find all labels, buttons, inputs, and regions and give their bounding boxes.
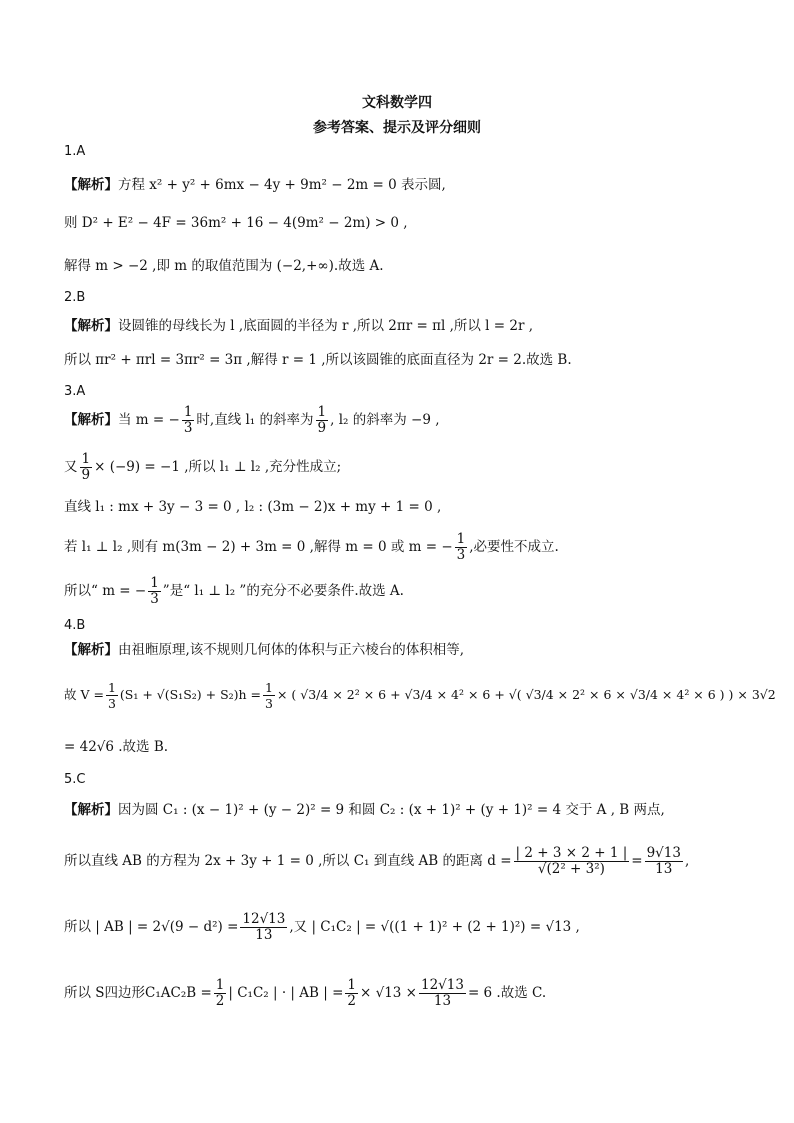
q1-answer: 1.A xyxy=(64,144,86,159)
fraction-one-third xyxy=(182,405,195,436)
q4-text2a: 故 V = xyxy=(64,687,104,702)
frac-num: 1 xyxy=(265,680,273,695)
distance-value-fraction xyxy=(645,846,683,877)
frac-num: 12√13 xyxy=(420,977,464,993)
ab-length-fraction xyxy=(240,912,287,943)
q3-text4b: ,必要性不成立. xyxy=(469,539,559,555)
frac-num: 1 xyxy=(150,575,159,591)
fraction-one-half xyxy=(214,978,227,1009)
frac-num: 1 xyxy=(215,977,225,993)
fraction-one-ninth xyxy=(316,405,329,436)
fraction-one-half xyxy=(345,978,358,1009)
q1-line2: 则 D² + E² − 4F = 36m² + 16 − 4(9m² − 2m) > 0 , xyxy=(64,215,408,231)
q4-answer: 4.B xyxy=(64,618,86,633)
q5-text4c: × √13 × xyxy=(359,985,417,1001)
frac-den: 3 xyxy=(265,696,273,711)
q1-text1: 方程 x² + y² + 6mx − 4y + 9m² − 2m = 0 表示圆, xyxy=(118,177,446,193)
q3-text4a: 若 l₁ ⊥ l₂ ,则有 m(3m − 2) + 3m = 0 ,解得 m = 0 或 m = − xyxy=(64,539,453,555)
frac-den: 2 xyxy=(215,993,225,1009)
fraction-one-ninth xyxy=(80,452,93,483)
frac-num: 12√13 xyxy=(242,911,286,927)
q3-text1b: 时,直线 l₁ 的斜率为 xyxy=(196,412,314,428)
q3-text1c: , l₂ 的斜率为 −9 , xyxy=(330,412,440,428)
q3-line3: 直线 l₁ : mx + 3y − 3 = 0 , l₂ : (3m − 2)x + my + 1 = 0 , xyxy=(64,499,442,515)
area-fraction xyxy=(419,978,466,1009)
frac-den: 3 xyxy=(183,420,193,436)
q2-line2: 所以 πr² + πrl = 3πr² = 3π ,解得 r = 1 ,所以该圆锥的底面直径为 2r = 2.故选 B. xyxy=(64,352,572,368)
q3-tag: 【解析】 xyxy=(64,412,118,428)
q2-answer: 2.B xyxy=(64,290,86,305)
q4-text2c: × ( √3/4 × 2² × 6 + √3/4 × 4² × 6 + √( √3/4 × 2² × 6 × √3/4 × 4² × 6 ) ) × 3√2 xyxy=(276,687,776,702)
frac-den: 13 xyxy=(655,861,673,877)
q3-text5a: 所以“ m = − xyxy=(64,583,147,599)
q5-text4d: = 6 .故选 C. xyxy=(467,985,547,1001)
frac-den: 3 xyxy=(150,591,159,607)
frac-num: | 2 + 3 × 2 + 1 | xyxy=(515,845,628,861)
q5-text3b: ,又 | C₁C₂ | = √((1 + 1)² + (2 + 1)²) = √13 , xyxy=(289,919,580,935)
frac-den: 9 xyxy=(81,467,91,483)
q5-answer: 5.C xyxy=(64,772,86,787)
q3-line1 xyxy=(64,405,440,436)
q5-text2a: 所以直线 AB 的方程为 2x + 3y + 1 = 0 ,所以 C₁ 到直线 AB 的距离 d = xyxy=(64,853,512,869)
q4-line1 xyxy=(64,640,464,660)
q4-tag: 【解析】 xyxy=(64,642,118,658)
q3-line5 xyxy=(64,576,404,607)
page-subtitle: 参考答案、提示及评分细则 xyxy=(313,120,481,136)
q1-tag: 【解析】 xyxy=(64,177,118,193)
frac-num: 1 xyxy=(183,404,193,420)
q5-line1 xyxy=(64,800,665,820)
q5-text3a: 所以 | AB | = 2√(9 − d²) = xyxy=(64,919,239,935)
frac-den: 9 xyxy=(317,420,327,436)
q4-text2b: (S₁ + √(S₁S₂) + S₂)h = xyxy=(119,687,262,702)
q3-text2a: 又 xyxy=(64,459,78,475)
frac-den: 3 xyxy=(456,547,466,563)
frac-den: 13 xyxy=(255,927,273,943)
frac-num: 1 xyxy=(456,531,466,547)
q3-text1a: 当 m = − xyxy=(118,412,180,428)
q5-line4 xyxy=(64,978,546,1009)
frac-num: 1 xyxy=(107,680,116,695)
frac-den: 13 xyxy=(433,993,452,1009)
q5-line3 xyxy=(64,912,580,943)
frac-num: 1 xyxy=(81,451,91,467)
q4-line2 xyxy=(64,680,776,711)
q3-text2b: × (−9) = −1 ,所以 l₁ ⊥ l₂ ,充分性成立; xyxy=(94,459,342,475)
q3-answer: 3.A xyxy=(64,384,86,399)
q5-line2 xyxy=(64,846,689,877)
frac-num: 9√13 xyxy=(646,845,681,861)
q2-tag: 【解析】 xyxy=(64,318,118,334)
q5-tag: 【解析】 xyxy=(64,802,118,818)
q4-line3: = 42√6 .故选 B. xyxy=(64,739,169,755)
page-title: 文科数学四 xyxy=(362,95,432,111)
fraction-one-third xyxy=(106,680,118,711)
q2-line1 xyxy=(64,316,533,336)
equals-sign: = xyxy=(631,853,643,869)
distance-fraction xyxy=(514,846,630,877)
q2-text1: 设圆锥的母线长为 l ,底面圆的半径为 r ,所以 2πr = πl ,所以 l = 2r , xyxy=(118,318,534,334)
q5-text4a: 所以 S四边形C₁AC₂B = xyxy=(64,985,212,1001)
q5-text1: 因为圆 C₁ : (x − 1)² + (y − 2)² = 9 和圆 C₂ : (x + 1)² + (y + 1)² = 4 交于 A , B 两点, xyxy=(118,802,665,818)
fraction-one-third xyxy=(263,680,275,711)
q1-line1 xyxy=(64,175,446,195)
q5-text4b: | C₁C₂ | · | AB | = xyxy=(228,985,344,1001)
frac-den: 2 xyxy=(347,993,356,1009)
q1-line3: 解得 m > −2 ,即 m 的取值范围为 (−2,+∞).故选 A. xyxy=(64,258,384,274)
fraction-one-third xyxy=(148,576,161,607)
fraction-one-third xyxy=(455,532,468,563)
q3-text5b: ”是“ l₁ ⊥ l₂ ”的充分不必要条件.故选 A. xyxy=(162,583,404,599)
q3-line4 xyxy=(64,532,559,563)
q4-text1: 由祖暅原理,该不规则几何体的体积与正六棱台的体积相等, xyxy=(118,642,465,658)
frac-den: √(2² + 3²) xyxy=(537,861,605,877)
q5-text2-end: , xyxy=(684,853,690,869)
q3-line2 xyxy=(64,452,341,483)
frac-den: 3 xyxy=(107,696,116,711)
frac-num: 1 xyxy=(317,404,327,420)
frac-num: 1 xyxy=(347,977,356,993)
